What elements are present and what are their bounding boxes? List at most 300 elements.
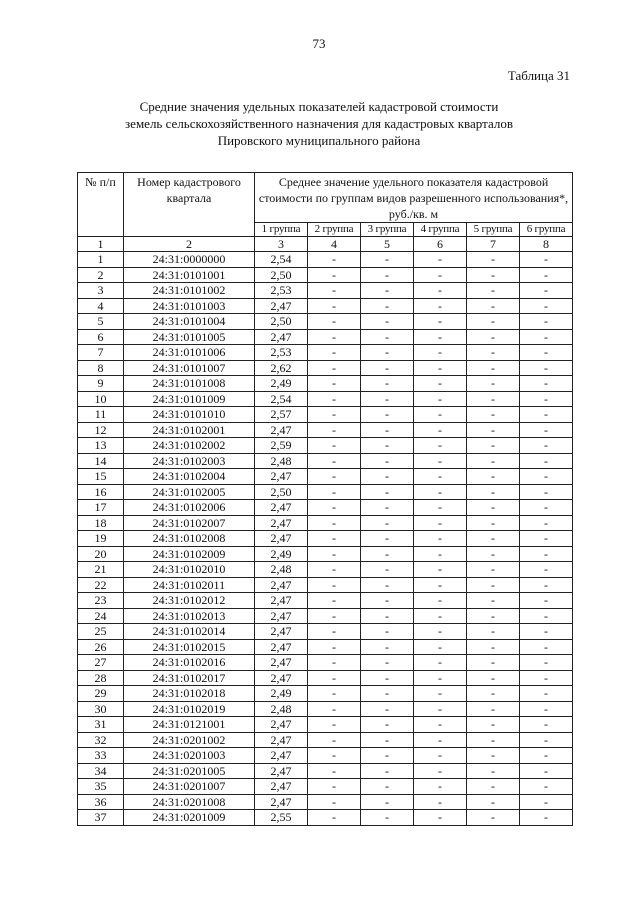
- group-value: 2,50: [255, 484, 308, 500]
- group-value: -: [467, 407, 520, 423]
- group-value: -: [308, 562, 361, 578]
- group-value: -: [308, 794, 361, 810]
- header-group: 5 группа: [467, 223, 520, 237]
- group-value: -: [467, 763, 520, 779]
- group-value: -: [467, 562, 520, 578]
- cadastral-number: 24:31:0102017: [124, 670, 255, 686]
- group-value: -: [361, 453, 414, 469]
- column-number: 5: [361, 237, 414, 252]
- group-value: -: [467, 732, 520, 748]
- group-value: -: [520, 298, 573, 314]
- group-value: 2,53: [255, 345, 308, 361]
- table-row: [78, 562, 573, 578]
- table-title: [0, 98, 638, 149]
- row-number: 14: [78, 453, 124, 469]
- group-value: -: [308, 500, 361, 516]
- group-value: 2,48: [255, 453, 308, 469]
- table-body: [78, 252, 573, 826]
- column-number: 4: [308, 237, 361, 252]
- group-value: -: [520, 469, 573, 485]
- table-row: [78, 329, 573, 345]
- group-value: -: [361, 732, 414, 748]
- group-value: -: [308, 484, 361, 500]
- group-value: 2,47: [255, 329, 308, 345]
- cadastral-number: 24:31:0102009: [124, 546, 255, 562]
- row-number: 21: [78, 562, 124, 578]
- group-value: -: [467, 531, 520, 547]
- group-value: -: [520, 655, 573, 671]
- group-value: -: [308, 267, 361, 283]
- group-value: -: [361, 500, 414, 516]
- group-value: -: [414, 329, 467, 345]
- row-number: 25: [78, 624, 124, 640]
- group-value: -: [361, 701, 414, 717]
- group-value: 2,62: [255, 360, 308, 376]
- group-value: 2,47: [255, 608, 308, 624]
- group-value: -: [520, 748, 573, 764]
- group-value: -: [520, 794, 573, 810]
- group-value: -: [361, 670, 414, 686]
- row-number: 1: [78, 252, 124, 268]
- group-value: 2,50: [255, 267, 308, 283]
- row-number: 9: [78, 376, 124, 392]
- group-value: -: [467, 314, 520, 330]
- group-value: -: [520, 453, 573, 469]
- table-row: [78, 422, 573, 438]
- group-value: -: [520, 283, 573, 299]
- column-number: 6: [414, 237, 467, 252]
- group-value: 2,47: [255, 779, 308, 795]
- row-number: 4: [78, 298, 124, 314]
- cadastral-number: 24:31:0102013: [124, 608, 255, 624]
- group-value: -: [308, 763, 361, 779]
- group-value: -: [520, 639, 573, 655]
- group-value: 2,47: [255, 655, 308, 671]
- table-row: [78, 283, 573, 299]
- column-number: 7: [467, 237, 520, 252]
- title-line: Пировского муниципального района: [217, 133, 421, 148]
- cadastral-number: 24:31:0102008: [124, 531, 255, 547]
- group-value: -: [361, 639, 414, 655]
- group-value: -: [308, 314, 361, 330]
- group-value: -: [361, 314, 414, 330]
- group-value: -: [520, 701, 573, 717]
- table-row: [78, 639, 573, 655]
- table-row: [78, 314, 573, 330]
- group-value: -: [520, 360, 573, 376]
- group-value: 2,55: [255, 810, 308, 826]
- group-value: -: [361, 655, 414, 671]
- group-value: -: [520, 252, 573, 268]
- group-value: -: [361, 329, 414, 345]
- group-value: -: [520, 577, 573, 593]
- header-number: № п/п: [78, 173, 124, 237]
- group-value: -: [467, 360, 520, 376]
- group-value: -: [361, 593, 414, 609]
- table-row: [78, 531, 573, 547]
- table-row: [78, 267, 573, 283]
- group-value: -: [414, 438, 467, 454]
- group-value: -: [414, 670, 467, 686]
- group-value: -: [308, 376, 361, 392]
- cadastral-number: 24:31:0101002: [124, 283, 255, 299]
- group-value: -: [414, 779, 467, 795]
- group-value: 2,47: [255, 298, 308, 314]
- group-value: -: [414, 453, 467, 469]
- group-value: -: [467, 298, 520, 314]
- column-number: 2: [124, 237, 255, 252]
- table-row: [78, 407, 573, 423]
- group-value: -: [414, 267, 467, 283]
- row-number: 15: [78, 469, 124, 485]
- group-value: -: [308, 531, 361, 547]
- group-value: -: [467, 794, 520, 810]
- page-number: 73: [312, 36, 326, 51]
- cadastral-number: 24:31:0102007: [124, 515, 255, 531]
- group-value: -: [361, 252, 414, 268]
- group-value: -: [467, 810, 520, 826]
- group-value: 2,53: [255, 283, 308, 299]
- group-value: -: [361, 779, 414, 795]
- group-value: 2,47: [255, 732, 308, 748]
- group-value: 2,47: [255, 763, 308, 779]
- group-value: -: [414, 422, 467, 438]
- group-value: -: [361, 298, 414, 314]
- group-value: 2,47: [255, 500, 308, 516]
- group-value: -: [308, 515, 361, 531]
- group-value: -: [361, 422, 414, 438]
- header-cadastral-number: Номер кадастрового квартала: [124, 173, 255, 237]
- group-value: -: [467, 639, 520, 655]
- group-value: -: [361, 577, 414, 593]
- cadastral-number: 24:31:0101001: [124, 267, 255, 283]
- group-value: -: [361, 267, 414, 283]
- row-number: 10: [78, 391, 124, 407]
- group-value: 2,47: [255, 515, 308, 531]
- group-value: -: [520, 345, 573, 361]
- row-number: 17: [78, 500, 124, 516]
- group-value: -: [361, 438, 414, 454]
- cadastral-number: 24:31:0102010: [124, 562, 255, 578]
- group-value: -: [361, 484, 414, 500]
- group-value: 2,47: [255, 717, 308, 733]
- group-value: -: [361, 345, 414, 361]
- group-value: -: [361, 686, 414, 702]
- group-value: -: [308, 810, 361, 826]
- table-row: [78, 624, 573, 640]
- group-value: -: [467, 670, 520, 686]
- table-row: [78, 717, 573, 733]
- group-value: -: [308, 608, 361, 624]
- group-value: -: [308, 469, 361, 485]
- group-value: -: [308, 701, 361, 717]
- cadastral-number: 24:31:0102003: [124, 453, 255, 469]
- row-number: 11: [78, 407, 124, 423]
- group-value: -: [308, 360, 361, 376]
- group-value: -: [520, 267, 573, 283]
- group-value: -: [361, 562, 414, 578]
- table-row: [78, 701, 573, 717]
- group-value: -: [308, 546, 361, 562]
- cadastral-number: 24:31:0102002: [124, 438, 255, 454]
- cadastral-number: 24:31:0121001: [124, 717, 255, 733]
- group-value: -: [308, 453, 361, 469]
- cadastral-number: 24:31:0000000: [124, 252, 255, 268]
- group-value: -: [467, 748, 520, 764]
- group-value: -: [361, 515, 414, 531]
- table-label: Таблица 31: [507, 68, 570, 83]
- column-number: 3: [255, 237, 308, 252]
- row-number: 22: [78, 577, 124, 593]
- header-group: 2 группа: [308, 223, 361, 237]
- group-value: 2,49: [255, 376, 308, 392]
- row-number: 6: [78, 329, 124, 345]
- group-value: -: [361, 360, 414, 376]
- cadastral-number: 24:31:0102005: [124, 484, 255, 500]
- row-number: 18: [78, 515, 124, 531]
- group-value: -: [520, 376, 573, 392]
- group-value: -: [414, 360, 467, 376]
- group-value: -: [361, 794, 414, 810]
- group-value: -: [467, 779, 520, 795]
- group-value: -: [414, 500, 467, 516]
- title-line: земель сельскохозяйственного назначения для кадастровых кварталов: [125, 116, 513, 131]
- group-value: 2,47: [255, 670, 308, 686]
- group-value: -: [467, 717, 520, 733]
- group-value: -: [308, 391, 361, 407]
- group-value: 2,59: [255, 438, 308, 454]
- group-value: -: [414, 546, 467, 562]
- row-number: 26: [78, 639, 124, 655]
- row-number: 7: [78, 345, 124, 361]
- group-value: -: [467, 500, 520, 516]
- group-value: -: [467, 345, 520, 361]
- group-value: -: [414, 763, 467, 779]
- cadastral-number: 24:31:0201005: [124, 763, 255, 779]
- group-value: -: [520, 500, 573, 516]
- group-value: -: [520, 329, 573, 345]
- group-value: -: [467, 252, 520, 268]
- table-row: [78, 484, 573, 500]
- group-value: -: [361, 376, 414, 392]
- group-value: -: [467, 655, 520, 671]
- table-row: [78, 810, 573, 826]
- row-number: 36: [78, 794, 124, 810]
- group-value: 2,47: [255, 469, 308, 485]
- group-value: -: [414, 391, 467, 407]
- group-value: -: [361, 624, 414, 640]
- group-value: 2,47: [255, 748, 308, 764]
- group-value: -: [520, 562, 573, 578]
- group-value: -: [361, 391, 414, 407]
- group-value: 2,48: [255, 701, 308, 717]
- table-row: [78, 763, 573, 779]
- group-value: -: [520, 391, 573, 407]
- group-value: -: [520, 608, 573, 624]
- cadastral-number: 24:31:0201008: [124, 794, 255, 810]
- table-row: [78, 469, 573, 485]
- table-row: [78, 438, 573, 454]
- group-value: -: [414, 345, 467, 361]
- group-value: -: [361, 717, 414, 733]
- group-value: -: [308, 577, 361, 593]
- group-value: 2,49: [255, 546, 308, 562]
- table-row: [78, 732, 573, 748]
- group-value: -: [467, 283, 520, 299]
- group-value: 2,54: [255, 391, 308, 407]
- group-value: -: [308, 670, 361, 686]
- group-value: -: [361, 283, 414, 299]
- group-value: -: [414, 810, 467, 826]
- table-row: [78, 577, 573, 593]
- group-value: -: [467, 391, 520, 407]
- group-value: -: [308, 639, 361, 655]
- group-value: -: [520, 484, 573, 500]
- cadastral-number: 24:31:0102011: [124, 577, 255, 593]
- table-row: [78, 593, 573, 609]
- row-number: 8: [78, 360, 124, 376]
- group-value: 2,47: [255, 531, 308, 547]
- group-value: -: [361, 608, 414, 624]
- cadastral-number: 24:31:0102012: [124, 593, 255, 609]
- column-number: 8: [520, 237, 573, 252]
- group-value: -: [308, 732, 361, 748]
- group-value: -: [414, 376, 467, 392]
- table-row: [78, 515, 573, 531]
- group-value: 2,47: [255, 577, 308, 593]
- cadastral-number: 24:31:0102014: [124, 624, 255, 640]
- row-number: 23: [78, 593, 124, 609]
- group-value: -: [308, 655, 361, 671]
- group-value: -: [308, 624, 361, 640]
- group-value: -: [308, 252, 361, 268]
- row-number: 29: [78, 686, 124, 702]
- group-value: -: [414, 717, 467, 733]
- group-value: -: [414, 748, 467, 764]
- group-value: -: [414, 469, 467, 485]
- cadastral-number: 24:31:0201007: [124, 779, 255, 795]
- table-row: [78, 453, 573, 469]
- group-value: 2,47: [255, 593, 308, 609]
- group-value: -: [520, 422, 573, 438]
- group-value: -: [308, 748, 361, 764]
- group-value: -: [308, 593, 361, 609]
- group-value: -: [308, 438, 361, 454]
- cadastral-value-table: [77, 172, 573, 826]
- row-number: 33: [78, 748, 124, 764]
- group-value: -: [467, 484, 520, 500]
- row-number: 32: [78, 732, 124, 748]
- cadastral-number: 24:31:0102018: [124, 686, 255, 702]
- row-number: 28: [78, 670, 124, 686]
- group-value: -: [467, 515, 520, 531]
- row-number: 3: [78, 283, 124, 299]
- group-value: -: [308, 686, 361, 702]
- group-value: -: [467, 577, 520, 593]
- group-value: -: [520, 407, 573, 423]
- group-value: -: [467, 608, 520, 624]
- table-row: [78, 391, 573, 407]
- group-value: 2,47: [255, 794, 308, 810]
- group-value: -: [414, 577, 467, 593]
- group-value: 2,54: [255, 252, 308, 268]
- group-value: -: [467, 329, 520, 345]
- group-value: -: [467, 453, 520, 469]
- group-value: 2,47: [255, 639, 308, 655]
- header-group: 1 группа: [255, 223, 308, 237]
- group-value: -: [414, 407, 467, 423]
- cadastral-number: 24:31:0101003: [124, 298, 255, 314]
- group-value: -: [414, 701, 467, 717]
- group-value: -: [520, 717, 573, 733]
- group-value: 2,57: [255, 407, 308, 423]
- cadastral-number: 24:31:0102006: [124, 500, 255, 516]
- row-number: 24: [78, 608, 124, 624]
- group-value: -: [414, 252, 467, 268]
- group-value: -: [414, 484, 467, 500]
- group-value: -: [308, 329, 361, 345]
- group-value: -: [520, 670, 573, 686]
- group-value: -: [414, 531, 467, 547]
- cadastral-number: 24:31:0101009: [124, 391, 255, 407]
- group-value: -: [308, 422, 361, 438]
- row-number: 37: [78, 810, 124, 826]
- group-value: -: [520, 531, 573, 547]
- group-value: -: [308, 717, 361, 733]
- column-number: 1: [78, 237, 124, 252]
- row-number: 20: [78, 546, 124, 562]
- table-row: [78, 655, 573, 671]
- header-group: 6 группа: [520, 223, 573, 237]
- group-value: -: [308, 298, 361, 314]
- row-number: 13: [78, 438, 124, 454]
- row-number: 35: [78, 779, 124, 795]
- group-value: -: [520, 593, 573, 609]
- group-value: -: [308, 345, 361, 361]
- group-value: -: [467, 267, 520, 283]
- group-value: -: [520, 624, 573, 640]
- cadastral-number: 24:31:0101005: [124, 329, 255, 345]
- cadastral-number: 24:31:0102004: [124, 469, 255, 485]
- table-row: [78, 360, 573, 376]
- group-value: -: [520, 546, 573, 562]
- cadastral-number: 24:31:0102015: [124, 639, 255, 655]
- cadastral-number: 24:31:0102019: [124, 701, 255, 717]
- title-line: Средние значения удельных показателей кадастровой стоимости: [139, 99, 499, 114]
- cadastral-number: 24:31:0201009: [124, 810, 255, 826]
- row-number: 27: [78, 655, 124, 671]
- group-value: -: [414, 686, 467, 702]
- group-value: -: [467, 376, 520, 392]
- group-value: -: [520, 779, 573, 795]
- group-value: 2,48: [255, 562, 308, 578]
- group-value: -: [414, 624, 467, 640]
- header-group: 3 группа: [361, 223, 414, 237]
- group-value: -: [520, 732, 573, 748]
- group-value: -: [414, 639, 467, 655]
- row-number: 16: [78, 484, 124, 500]
- cadastral-number: 24:31:0101007: [124, 360, 255, 376]
- cadastral-number: 24:31:0102016: [124, 655, 255, 671]
- group-value: -: [414, 732, 467, 748]
- row-number: 31: [78, 717, 124, 733]
- row-number: 30: [78, 701, 124, 717]
- group-value: -: [520, 515, 573, 531]
- group-value: -: [520, 314, 573, 330]
- row-number: 19: [78, 531, 124, 547]
- group-value: -: [414, 593, 467, 609]
- group-value: -: [308, 407, 361, 423]
